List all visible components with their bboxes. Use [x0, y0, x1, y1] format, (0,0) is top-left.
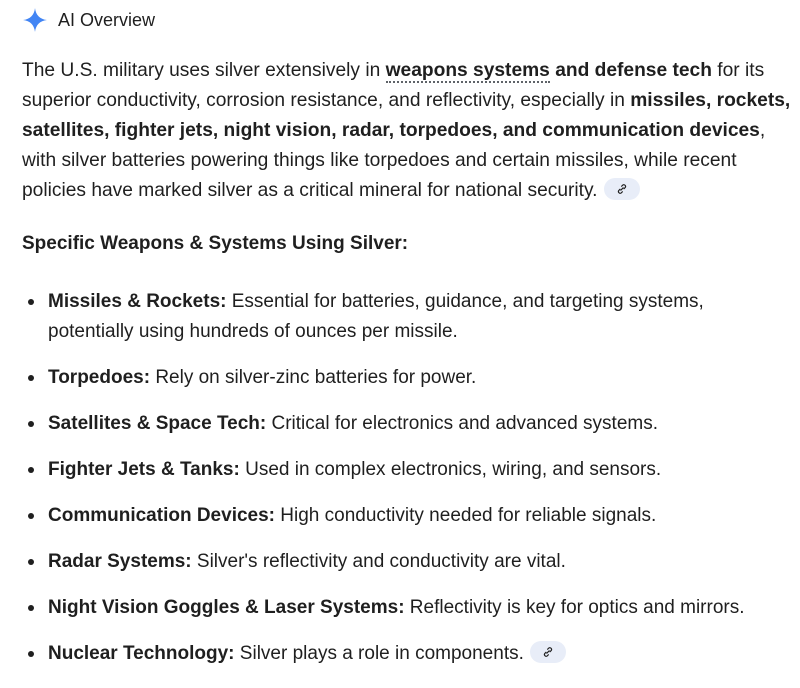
- intro-text-2: for its superior conductivity, corrosion resistance, and reflectivity, especially in: [22, 60, 765, 111]
- citation-chip[interactable]: [530, 641, 566, 663]
- item-title: Fighter Jets & Tanks:: [48, 459, 240, 480]
- item-text: Reflectivity is key for optics and mirrors.: [404, 597, 745, 618]
- link-icon: [615, 182, 629, 196]
- list-item: [22, 455, 792, 485]
- item-text: Rely on silver-zinc batteries for power.: [150, 367, 477, 388]
- link-icon: [541, 645, 555, 659]
- item-title: Satellites & Space Tech:: [48, 413, 267, 434]
- ai-overview-header: [22, 6, 155, 34]
- list-item: [22, 547, 792, 577]
- item-text: Critical for electronics and advanced systems.: [266, 413, 659, 434]
- list-item: [22, 639, 792, 669]
- intro-bold-2: missiles, rockets, satellites, fighter jets, night vision, radar, torpedoes, and communication devices: [22, 90, 791, 141]
- item-title: Night Vision Goggles & Laser Systems:: [48, 597, 405, 618]
- list-item: [22, 593, 792, 623]
- list-item: [22, 501, 792, 531]
- item-title: Nuclear Technology:: [48, 643, 235, 664]
- ai-overview-title: AI Overview: [58, 9, 156, 30]
- intro-paragraph: [22, 56, 792, 206]
- item-text: High conductivity needed for reliable signals.: [275, 505, 657, 526]
- item-text: Silver plays a role in components.: [234, 643, 524, 664]
- citation-chip[interactable]: [604, 178, 640, 200]
- item-text: Essential for batteries, guidance, and targeting systems, potentially using hundreds of ounces per missile.: [48, 291, 704, 342]
- item-title: Radar Systems:: [48, 551, 192, 572]
- item-text: Used in complex electronics, wiring, and sensors.: [239, 459, 662, 480]
- list-item: [22, 409, 792, 439]
- intro-text-1: The U.S. military uses silver extensively in: [22, 60, 386, 81]
- intro-bold-1: and defense tech: [549, 60, 712, 81]
- intro-text-3: , with silver batteries powering things like torpedoes and certain missiles, while recent policies have marked silver as a critical mineral for national security.: [22, 120, 766, 201]
- list-item: [22, 287, 792, 347]
- sparkle-icon: [22, 7, 48, 33]
- systems-list: [22, 287, 792, 685]
- item-title: Missiles & Rockets:: [48, 291, 227, 312]
- item-title: Communication Devices:: [48, 505, 275, 526]
- item-title: Torpedoes:: [48, 367, 151, 388]
- list-item: [22, 363, 792, 393]
- section-heading: Specific Weapons & Systems Using Silver:: [22, 233, 409, 254]
- item-text: Silver's reflectivity and conductivity are vital.: [191, 551, 566, 572]
- weapons-systems-link[interactable]: weapons systems: [385, 60, 550, 81]
